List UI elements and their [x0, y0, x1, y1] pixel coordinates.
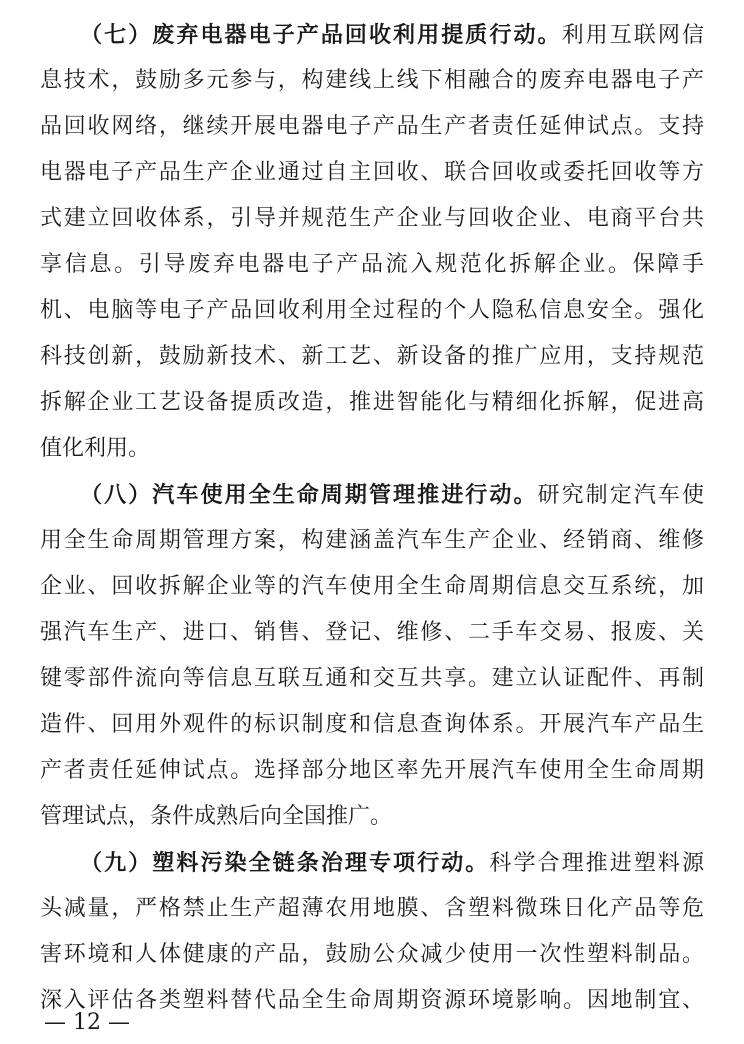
paragraph-8-line-1 [40, 472, 704, 518]
paragraph-7-line-3: 品回收网络，继续开展电器电子产品生产者责任延伸试点。支持 [40, 114, 704, 139]
paragraph-8-line-6: 造件、回用外观件的标识制度和信息查询体系。开展汽车产品生 [40, 712, 704, 737]
paragraph-7-line-1 [40, 12, 704, 58]
paragraph-7-line-7: 机、电脑等电子产品回收利用全过程的个人隐私信息安全。强化 [40, 298, 704, 323]
paragraph-8-line-2: 用全生命周期管理方案，构建涵盖汽车生产企业、经销商、维修 [40, 528, 704, 553]
paragraph-8-line-4: 强汽车生产、进口、销售、登记、维修、二手车交易、报废、关 [40, 620, 704, 645]
paragraph-7-line-4: 电器电子产品生产企业通过自主回收、联合回收或委托回收等方 [40, 160, 704, 185]
paragraph-7-text: 利用互联网信 [561, 23, 704, 48]
paragraph-7-line-10: 值化利用。 [40, 436, 151, 461]
paragraph-9-line-4: 深入评估各类塑料替代品全生命周期资源环境影响。因地制宜、 [40, 988, 704, 1013]
paragraph-8-line-8: 管理试点，条件成熟后向全国推广。 [40, 804, 393, 829]
paragraph-8-heading: （八）汽车使用全生命周期管理推进行动。 [78, 482, 538, 508]
paragraph-7-line-8: 科技创新，鼓励新技术、新工艺、新设备的推广应用，支持规范 [40, 344, 704, 369]
paragraph-8-line-5: 键零部件流向等信息互联互通和交互共享。建立认证配件、再制 [40, 666, 704, 691]
paragraph-9-line-1 [40, 840, 704, 886]
page-number: — 12 — [44, 1010, 130, 1035]
paragraph-9-heading: （九）塑料污染全链条治理专项行动。 [78, 850, 490, 876]
paragraph-8-text: 研究制定汽车使 [537, 483, 704, 508]
paragraph-8-line-7: 产者责任延伸试点。选择部分地区率先开展汽车使用全生命周期 [40, 758, 704, 783]
paragraph-9-line-3: 害环境和人体健康的产品，鼓励公众减少使用一次性塑料制品。 [40, 942, 704, 967]
paragraph-7-heading: （七）废弃电器电子产品回收利用提质行动。 [78, 22, 562, 48]
paragraph-7-line-2: 息技术，鼓励多元参与，构建线上线下相融合的废弃电器电子产 [40, 68, 704, 93]
paragraph-7-line-9: 拆解企业工艺设备提质改造，推进智能化与精细化拆解，促进高 [40, 390, 704, 415]
paragraph-8-line-3: 企业、回收拆解企业等的汽车使用全生命周期信息交互系统，加 [40, 574, 704, 599]
paragraph-9-text: 科学合理推进塑料源 [489, 851, 704, 876]
paragraph-9-line-2: 头减量，严格禁止生产超薄农用地膜、含塑料微珠日化产品等危 [40, 896, 704, 921]
paragraph-7-line-5: 式建立回收体系，引导并规范生产企业与回收企业、电商平台共 [40, 206, 704, 231]
paragraph-7-line-6: 享信息。引导废弃电器电子产品流入规范化拆解企业。保障手 [40, 252, 704, 277]
